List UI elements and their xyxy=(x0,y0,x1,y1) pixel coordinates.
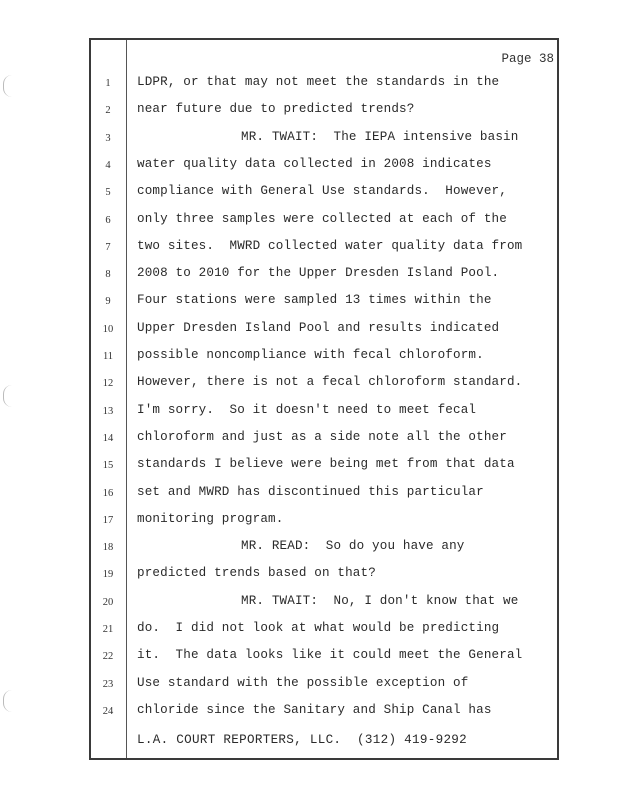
transcript-line xyxy=(0,621,618,643)
line-number: 12 xyxy=(102,378,114,390)
transcript-line xyxy=(0,430,618,452)
line-number: 20 xyxy=(102,596,114,608)
transcript-line xyxy=(0,703,618,725)
line-text: Upper Dresden Island Pool and results indicated xyxy=(137,320,500,335)
transcript-line xyxy=(0,403,618,425)
line-text: MR. TWAIT: No, I don't know that we xyxy=(241,593,519,608)
line-number: 19 xyxy=(102,569,114,581)
line-number: 22 xyxy=(102,651,114,663)
line-number: 17 xyxy=(102,514,114,526)
line-number: 18 xyxy=(102,542,114,554)
transcript-line xyxy=(0,594,618,616)
line-text: Use standard with the possible exception of xyxy=(137,675,469,690)
line-number: 5 xyxy=(105,187,111,199)
transcript-line xyxy=(0,75,618,97)
line-text: standards I believe were being met from that data xyxy=(137,457,515,472)
line-text: water quality data collected in 2008 indicates xyxy=(137,156,492,171)
line-text: chloroform and just as a side note all the other xyxy=(137,429,507,444)
page-number: Page 38 xyxy=(501,52,554,66)
line-text: do. I did not look at what would be predicting xyxy=(137,621,500,635)
transcript-line xyxy=(0,321,618,343)
line-number: 4 xyxy=(105,159,111,171)
line-text: Four stations were sampled 13 times within the xyxy=(137,293,492,308)
line-number: 1 xyxy=(105,78,111,89)
line-text: LDPR, or that may not meet the standards in the xyxy=(137,75,500,89)
line-number: 10 xyxy=(102,323,114,335)
line-number: 13 xyxy=(102,405,114,417)
transcript-line xyxy=(0,184,618,206)
line-number: 21 xyxy=(102,624,114,635)
line-text: set and MWRD has discontinued this particular xyxy=(137,484,484,499)
line-number: 24 xyxy=(102,705,114,717)
line-number: 8 xyxy=(105,269,111,281)
line-number: 9 xyxy=(105,296,111,308)
line-text: 2008 to 2010 for the Upper Dresden Island Pool. xyxy=(137,266,500,281)
transcript-line xyxy=(0,457,618,479)
transcript-line xyxy=(0,130,618,152)
line-number: 23 xyxy=(102,678,114,690)
transcript-line xyxy=(0,512,618,534)
transcript-line xyxy=(0,348,618,370)
transcript-line xyxy=(0,102,618,124)
line-text: only three samples were collected at each of the xyxy=(137,211,507,226)
transcript-line xyxy=(0,648,618,670)
transcript-line xyxy=(0,485,618,507)
line-number: 2 xyxy=(105,105,111,117)
line-number: 16 xyxy=(102,487,114,499)
line-text: However, there is not a fecal chloroform standard. xyxy=(137,375,523,390)
line-text: I'm sorry. So it doesn't need to meet fecal xyxy=(137,402,477,417)
transcript-line xyxy=(0,293,618,315)
line-text: it. The data looks like it could meet the General xyxy=(137,648,523,663)
line-number: 11 xyxy=(102,351,114,362)
transcript-line xyxy=(0,212,618,234)
transcript-line xyxy=(0,566,618,588)
line-number: 3 xyxy=(105,132,111,144)
line-text: chloride since the Sanitary and Ship Canal has xyxy=(137,702,492,717)
line-text: possible noncompliance with fecal chloroform. xyxy=(137,348,484,362)
transcript-line xyxy=(0,676,618,698)
line-text: near future due to predicted trends? xyxy=(137,102,415,117)
line-text: two sites. MWRD collected water quality data from xyxy=(137,238,523,253)
transcript-line xyxy=(0,375,618,397)
transcript-line xyxy=(0,539,618,561)
transcript-line xyxy=(0,157,618,179)
transcript-line xyxy=(0,239,618,261)
line-text: MR. TWAIT: The IEPA intensive basin xyxy=(241,129,519,144)
line-number: 7 xyxy=(105,241,111,253)
reporter-footer: L.A. COURT REPORTERS, LLC. (312) 419-9292 xyxy=(137,733,468,747)
line-text: monitoring program. xyxy=(137,511,284,526)
line-text: MR. READ: So do you have any xyxy=(241,539,465,554)
line-number: 15 xyxy=(102,460,114,472)
line-text: compliance with General Use standards. However, xyxy=(137,184,507,199)
line-number: 6 xyxy=(105,214,111,226)
transcript-line xyxy=(0,266,618,288)
line-text: predicted trends based on that? xyxy=(137,566,376,581)
line-number: 14 xyxy=(102,432,114,444)
